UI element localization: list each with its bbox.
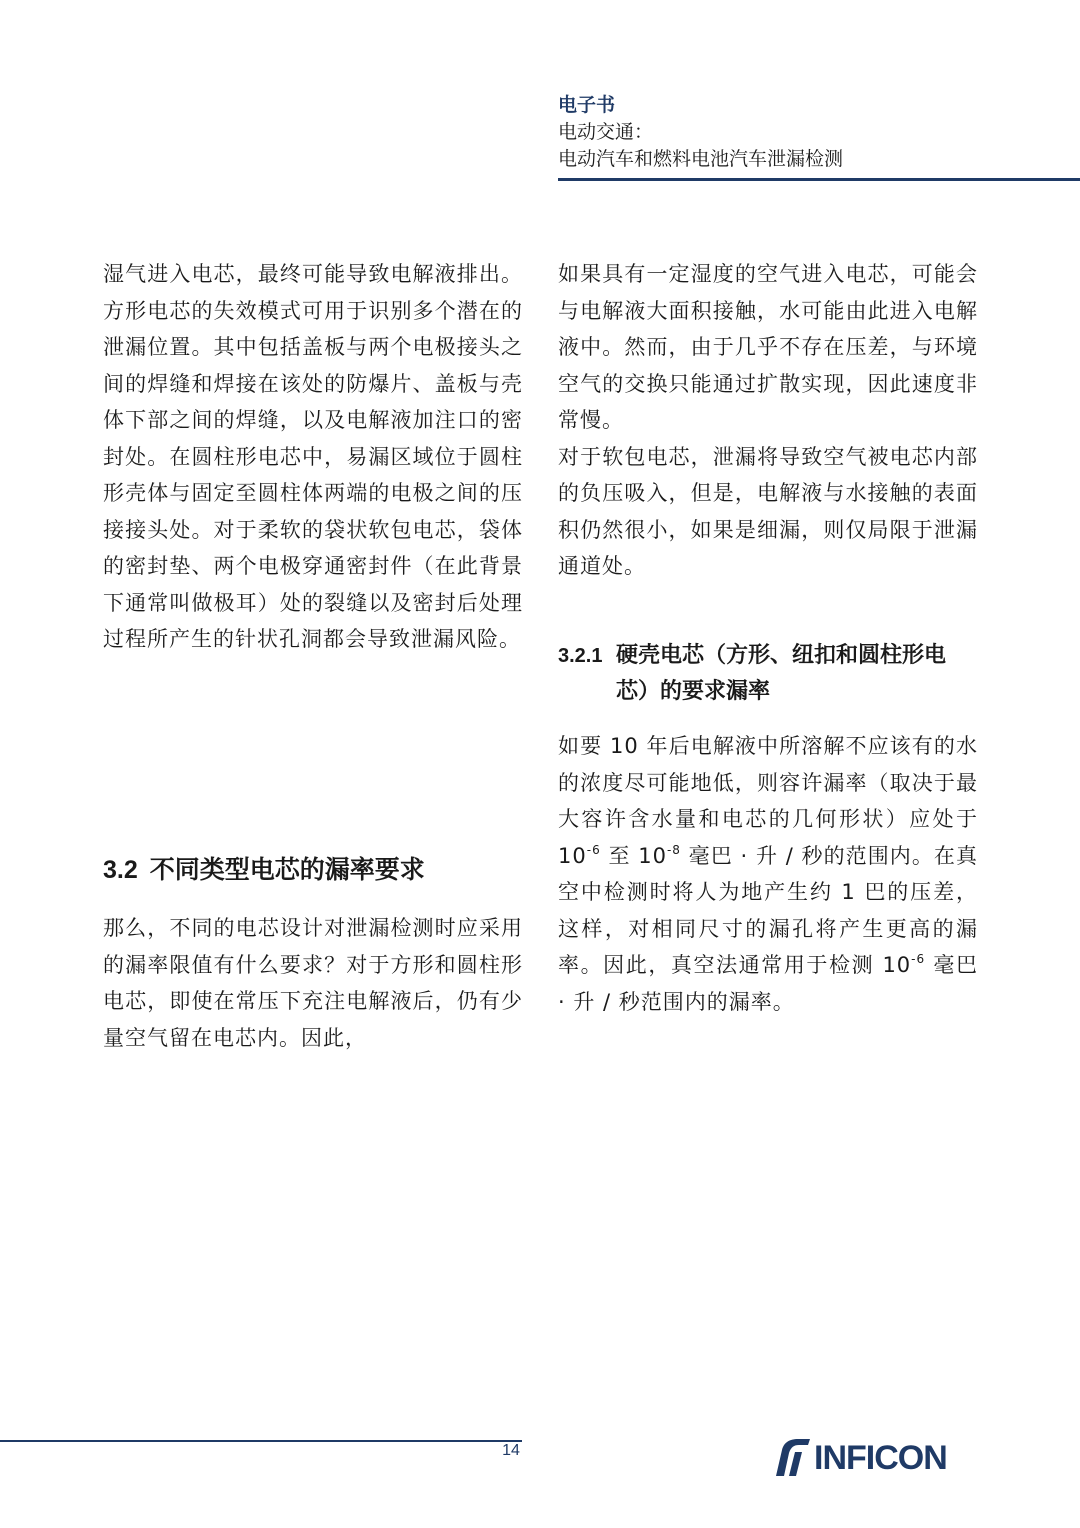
subsection-title: 硬壳电芯（方形、纽扣和圆柱形电芯）的要求漏率 xyxy=(616,643,947,704)
exponent-2: -8 xyxy=(666,842,681,857)
footer-rule xyxy=(0,1440,522,1442)
document-type-label: 电子书 xyxy=(558,94,616,116)
right-paragraph-2: 对于软包电芯，泄漏将导致空气被电芯内部的负压吸入，但是，电解液与水接触的表面积仍然很小，如果是细漏，则仅局限于泄漏通道处。 xyxy=(558,444,978,578)
left-column-lower xyxy=(103,910,523,1056)
section-number: 3.2 xyxy=(103,856,138,884)
leak-rate-text-b: 至 10 xyxy=(600,843,667,868)
exponent-3: -6 xyxy=(911,952,926,966)
inficon-logo xyxy=(772,1436,982,1480)
subsection-number: 3.2.1 xyxy=(558,645,603,667)
header xyxy=(558,92,1080,173)
leak-rate-text-c: 毫巴 · 升 / 秒的范围内。在真空中检测时将人为地产生约 1 巴的压差，这样，对相同尺寸的漏孔将产生更高的漏率。因此，真空法通常用于检测 10 xyxy=(558,843,978,977)
section-title: 不同类型电芯的漏率要求 xyxy=(149,855,425,884)
right-paragraph-3 xyxy=(558,728,978,1020)
inficon-logo-icon xyxy=(772,1436,812,1480)
right-column-lower xyxy=(558,728,978,1020)
right-paragraph-1: 如果具有一定湿度的空气进入电芯，可能会与电解液大面积接触，水可能由此进入电解液中。然而，由于几乎不存在压差，与环境空气的交换只能通过扩散实现，因此速度非常慢。 xyxy=(558,262,978,432)
page-number: 14 xyxy=(502,1442,520,1459)
leak-rate-text-a: 如要 10 年后电解液中所溶解不应该有的水的浓度尽可能地低，则容许漏率（取决于最大容许含水量和电芯的几何形状）应处于 10 xyxy=(558,734,978,868)
header-rule xyxy=(558,178,1080,181)
document-title-line1: 电动交通： xyxy=(558,121,654,143)
document-title-line2: 电动汽车和燃料电池汽车泄漏检测 xyxy=(558,148,844,170)
left-paragraph-1: 湿气进入电芯，最终可能导致电解液排出。方形电芯的失效模式可用于识别多个潜在的泄漏位置。其中包括盖板与两个电极接头之间的焊缝和焊接在该处的防爆片、盖板与壳体下部之间的焊缝，以及电解液加注口的密封处。在圆柱形电芯中，易漏区域位于圆柱形壳体与固定至圆柱体两端的电极之间的压接接头处。对于柔软的袋状软包电芯，袋体的密封垫、两个电极穿通密封件（在此背景下通常叫做极耳）处的裂缝以及密封后处理过程所产生的针状孔洞都会导致泄漏风险。 xyxy=(103,262,523,651)
exponent-1: -6 xyxy=(586,842,601,857)
right-column xyxy=(558,256,978,585)
left-paragraph-2: 那么，不同的电芯设计对泄漏检测时应采用的漏率限值有什么要求？对于方形和圆柱形电芯，即使在常压下充注电解液后，仍有少量空气留在电芯内。因此， xyxy=(103,916,523,1050)
leak-rate-text-d: 毫巴 · 升 / 秒范围内的漏率。 xyxy=(558,953,978,1014)
subsection-heading xyxy=(558,638,978,710)
left-column xyxy=(103,256,523,658)
inficon-logo-text: INFICON xyxy=(814,1438,947,1477)
section-heading xyxy=(103,852,523,888)
